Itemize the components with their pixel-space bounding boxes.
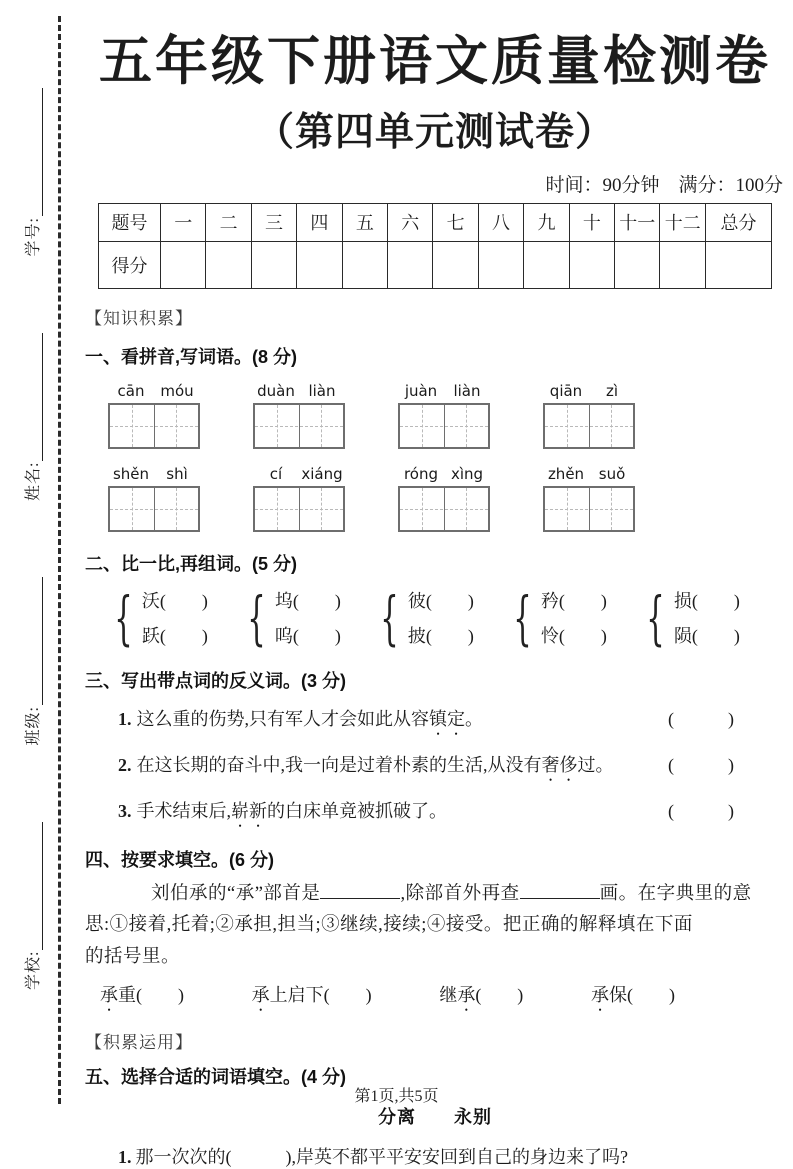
emphasized-word: 镇定: [429, 708, 465, 729]
brace-icon: [646, 586, 664, 650]
paragraph-text: ,除部首外再查: [400, 883, 520, 904]
school-label: 学校:: [24, 950, 42, 990]
pinyin-group: [253, 465, 345, 532]
pinyin-syllable: liàn: [453, 381, 481, 400]
word-slot[interactable]: [439, 982, 523, 1015]
score-cell[interactable]: [569, 241, 614, 288]
writing-cell[interactable]: [545, 488, 590, 530]
q2-heading: 二、比一比,再组词。(5 分): [85, 553, 297, 574]
writing-box[interactable]: [543, 486, 635, 532]
q5-heading: 五、选择合适的词语填空。(4 分): [85, 1067, 346, 1088]
sentence-text: 手术结束后,: [136, 800, 231, 821]
score-cell[interactable]: [615, 241, 660, 288]
class-fill-line[interactable]: [27, 577, 43, 705]
q4-heading: 四、按要求填空。(6 分): [85, 849, 274, 870]
fill-blank[interactable]: [520, 893, 600, 899]
word-text: 上启下( ): [269, 985, 372, 1006]
compare-group: [105, 586, 238, 650]
pinyin-syllable: zì: [605, 381, 619, 400]
paragraph-text: 刘伯承的“承”部首是: [151, 883, 321, 904]
paper-content: [85, 0, 785, 1169]
header-cell: 总分: [706, 203, 772, 241]
student-id-fill-line[interactable]: [27, 88, 43, 216]
compare-group: [238, 586, 371, 650]
paper-title: 五年级下册语文质量检测卷: [99, 33, 771, 91]
pinyin-syllable: qiān: [549, 381, 583, 400]
writing-cell[interactable]: [155, 405, 199, 447]
q5-word-options: 分离 永别: [378, 1107, 492, 1128]
emphasized-char: 承: [590, 985, 609, 1006]
pinyin-group: [543, 465, 635, 532]
pinyin-group: [108, 465, 200, 532]
student-id-label: 学号:: [24, 217, 42, 257]
header-cell: 九: [524, 203, 569, 241]
sentence-text: 的白床单竟被抓破了。: [267, 800, 447, 821]
pinyin-syllable: liàn: [308, 381, 336, 400]
brace-icon: [114, 586, 132, 650]
name-fill-line[interactable]: [27, 333, 43, 461]
compare-words-row: [105, 586, 785, 650]
paper-subtitle: （第四单元测试卷）: [254, 110, 615, 154]
pinyin-syllable: juàn: [404, 381, 438, 400]
writing-cell[interactable]: [110, 405, 155, 447]
student-id-field: [20, 88, 43, 256]
writing-box[interactable]: [253, 403, 345, 449]
writing-box[interactable]: [543, 403, 635, 449]
score-cell[interactable]: [251, 241, 296, 288]
score-table-header-row: [99, 203, 772, 241]
writing-box[interactable]: [108, 403, 200, 449]
section-marker-knowledge: 【知识积累】: [85, 308, 193, 328]
word-text: 保( ): [608, 985, 675, 1006]
writing-cell[interactable]: [110, 488, 155, 530]
sentence-text: 。: [465, 708, 483, 729]
pinyin-syllable: shì: [166, 464, 188, 483]
compare-group: [637, 586, 770, 650]
pinyin-syllable: cān: [117, 381, 145, 400]
header-cell: 十: [569, 203, 614, 241]
compare-group: [371, 586, 504, 650]
q4-paragraph-line-2: 思:①接着,托着;②承担,担当;③继续,接续;④接受。把正确的解释填在下面: [85, 915, 693, 936]
score-cell[interactable]: [297, 241, 342, 288]
writing-cell[interactable]: [590, 488, 634, 530]
writing-box[interactable]: [253, 486, 345, 532]
word-text: ( ): [475, 985, 524, 1006]
header-cell: 一: [161, 203, 206, 241]
word-slot[interactable]: [591, 982, 675, 1015]
score-cell[interactable]: [478, 241, 523, 288]
pinyin-syllable: cí: [269, 464, 283, 483]
pinyin-group: [253, 382, 345, 449]
header-cell: 十二: [660, 203, 706, 241]
paragraph-text: 画。在字典里的意: [599, 883, 752, 904]
header-cell: 三: [251, 203, 296, 241]
writing-box[interactable]: [398, 403, 490, 449]
compare-word-slot[interactable]: 陨( ): [673, 626, 740, 647]
emphasized-word: 奢侈: [541, 754, 578, 775]
score-row-label: 得分: [99, 241, 161, 288]
compare-word-slot[interactable]: 怜( ): [540, 626, 607, 647]
pinyin-syllable: shěn: [112, 464, 150, 483]
writing-cell[interactable]: [545, 405, 590, 447]
sentence-text: 过。: [577, 754, 614, 775]
q4-word-list: [85, 982, 675, 1015]
item-number: 3.: [118, 800, 132, 821]
school-fill-line[interactable]: [27, 822, 43, 950]
class-label: 班级:: [24, 706, 42, 746]
antonym-item: [85, 706, 734, 739]
writing-cell[interactable]: [300, 405, 344, 447]
writing-box[interactable]: [398, 486, 490, 532]
compare-word-slot[interactable]: 坞( ): [274, 591, 341, 612]
sentence: [118, 752, 614, 785]
emphasized-char: 承: [251, 985, 270, 1006]
pinyin-row-2: [108, 465, 785, 532]
writing-cell[interactable]: [445, 405, 489, 447]
sentence-text: 那一次次的( ),岸英不都平平安安回到自己的身边来了吗?: [135, 1147, 628, 1168]
compare-word-slot[interactable]: 沃( ): [141, 591, 208, 612]
header-cell: 十一: [615, 203, 660, 241]
item-number: 1.: [118, 1147, 132, 1168]
compare-group: [504, 586, 637, 650]
header-cell: 题号: [99, 203, 161, 241]
emphasized-char: 承: [457, 985, 476, 1006]
writing-cell[interactable]: [400, 405, 445, 447]
header-cell: 八: [478, 203, 523, 241]
section-marker-usage: 【积累运用】: [85, 1033, 193, 1053]
score-cell[interactable]: [433, 241, 478, 288]
sentence: [118, 706, 483, 739]
header-cell: 七: [433, 203, 478, 241]
item-number: 1.: [118, 708, 132, 729]
score-cell[interactable]: [388, 241, 433, 288]
writing-box[interactable]: [108, 486, 200, 532]
pinyin-syllable: duàn: [257, 381, 295, 400]
answer-parens[interactable]: ( ): [668, 800, 734, 821]
score-table: [98, 203, 772, 289]
word-text: 重( ): [118, 985, 184, 1006]
emphasized-word: 崭新: [231, 800, 267, 821]
compare-word-slot[interactable]: 矜( ): [540, 591, 607, 612]
pinyin-group: [398, 382, 490, 449]
emphasized-char: 承: [100, 985, 118, 1006]
pinyin-group: [398, 465, 490, 532]
q5-item: [85, 1143, 785, 1169]
score-cell[interactable]: [660, 241, 706, 288]
writing-cell[interactable]: [255, 488, 300, 530]
sentence-text: 这么重的伤势,只有军人才会如此从容: [136, 708, 429, 729]
compare-word-slot[interactable]: 彼( ): [407, 591, 474, 612]
page-number: 第1页,共5页: [354, 1088, 439, 1105]
word-slot[interactable]: [100, 982, 184, 1015]
answer-parens[interactable]: ( ): [668, 708, 734, 729]
name-label: 姓名:: [24, 461, 42, 501]
compare-word-slot[interactable]: 损( ): [673, 591, 740, 612]
pinyin-group: [543, 382, 635, 449]
antonym-item: [85, 752, 734, 785]
pinyin-syllable: xìng: [450, 464, 484, 483]
compare-word-slot[interactable]: 呜( ): [274, 626, 341, 647]
sentence-text: 在这长期的奋斗中,我一向是过着朴素的生活,从没有: [136, 754, 542, 775]
score-cell[interactable]: [342, 241, 387, 288]
pinyin-group: [108, 382, 200, 449]
writing-cell[interactable]: [590, 405, 634, 447]
school-field: [20, 822, 43, 990]
header-cell: 六: [388, 203, 433, 241]
writing-cell[interactable]: [445, 488, 489, 530]
item-number: 2.: [118, 754, 132, 775]
pinyin-syllable: xiáng: [301, 464, 343, 483]
score-cell[interactable]: [706, 241, 772, 288]
writing-cell[interactable]: [255, 405, 300, 447]
class-field: [20, 577, 43, 745]
compare-word-slot[interactable]: 跃( ): [141, 626, 208, 647]
brace-icon: [380, 586, 398, 650]
pinyin-syllable: suǒ: [598, 464, 626, 483]
pinyin-syllable: móu: [160, 381, 194, 400]
q3-heading: 三、写出带点词的反义词。(3 分): [85, 670, 346, 691]
sentence: [118, 798, 447, 831]
score-cell[interactable]: [524, 241, 569, 288]
name-field: [20, 333, 43, 501]
word-text: 继: [439, 985, 458, 1006]
pinyin-row-1: [108, 382, 785, 449]
pinyin-syllable: zhěn: [547, 464, 585, 483]
q4-paragraph-line-1: [85, 879, 785, 911]
time-score-info: 时间：90分钟 满分：100分: [545, 174, 783, 196]
brace-icon: [247, 586, 265, 650]
brace-icon: [513, 586, 531, 650]
fill-blank[interactable]: [320, 893, 400, 899]
header-cell: 二: [206, 203, 251, 241]
score-cell[interactable]: [206, 241, 251, 288]
writing-cell[interactable]: [400, 488, 445, 530]
binding-dashed-line: [58, 16, 61, 1104]
header-cell: 四: [297, 203, 342, 241]
q4-paragraph-line-3: 的括号里。: [85, 946, 181, 967]
pinyin-syllable: róng: [403, 464, 439, 483]
antonym-item: [85, 798, 734, 831]
compare-word-slot[interactable]: 披( ): [407, 626, 474, 647]
score-table-score-row: [99, 241, 772, 288]
header-cell: 五: [342, 203, 387, 241]
student-info-strip: [9, 88, 53, 990]
q1-heading: 一、看拼音,写词语。(8 分): [85, 346, 297, 367]
answer-parens[interactable]: ( ): [668, 754, 734, 775]
score-cell[interactable]: [161, 241, 206, 288]
writing-cell[interactable]: [155, 488, 199, 530]
writing-cell[interactable]: [300, 488, 344, 530]
word-slot[interactable]: [252, 982, 372, 1015]
